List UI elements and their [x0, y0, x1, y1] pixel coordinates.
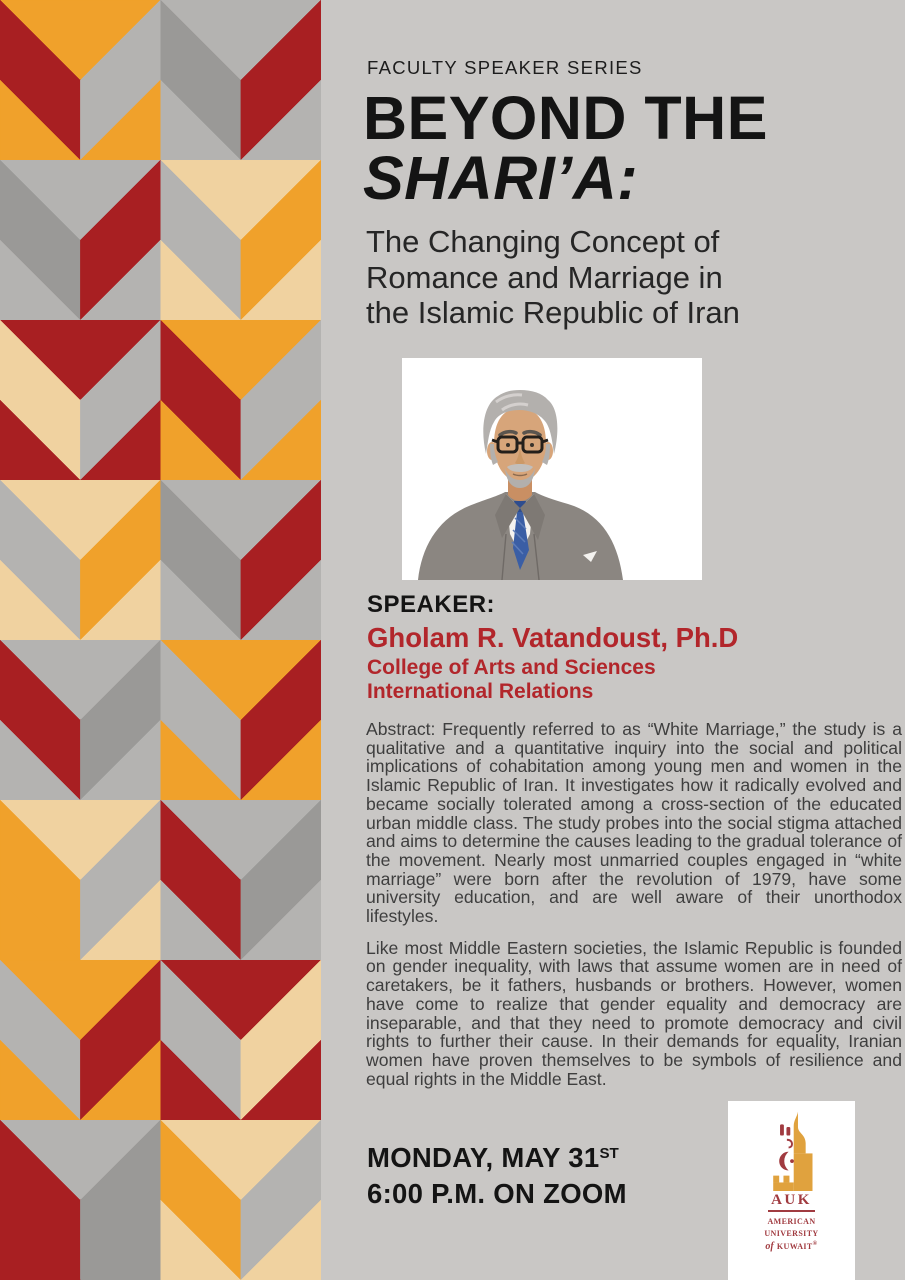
title-line-2: SHARI’A: — [363, 144, 639, 212]
abstract-paragraph-1: Abstract: Frequently referred to as “White Marriage,” the study is a qualitative and a quantitative inquiry into the social and political implications of cohabitation among young men and women in the Islamic Republic of Iran. It investigates how it radically evolved and became socially tolerated among a cross-section of the educated urban middle class. The study probes into the social stigma attached and aims to determine the causes leading to the gradual tolerance of the movement. Nearly most unmarried couples engaged in “white marriage” were born after the revolution of 1979, have some university education, and are well aware of their unorthodox lifestyles. — [366, 719, 902, 927]
event-date: MONDAY, MAY 31ST — [367, 1142, 619, 1173]
abstract-section — [366, 720, 902, 1088]
title-line-1: BEYOND THE — [363, 84, 768, 152]
date-ordinal: ST — [599, 1145, 619, 1162]
abstract-paragraph-2: Like most Middle Eastern societies, the Islamic Republic is founded on gender inequality, with laws that assume women are in need of caretakers, be it fathers, husbands or brothers. However, women have come to realize that gender equality and democracy are inseparable, and that they need to promote democracy and civil rights to further their cause. In their demands for equality, Iranian women have proven themselves to be symbols of resilience and equal rights in the Middle East. — [366, 937, 902, 1089]
subtitle-line-1: The Changing Concept of — [366, 224, 720, 259]
auk-wordmark-line-1: american — [767, 1215, 816, 1227]
event-time: 6:00 P.M. ON ZOOM — [367, 1177, 627, 1209]
speaker-college: College of Arts and Sciences — [367, 656, 656, 679]
page-title — [363, 84, 768, 212]
series-kicker: FACULTY SPEAKER SERIES — [367, 57, 643, 78]
speaker-photo — [402, 358, 702, 580]
speaker-label: SPEAKER: — [367, 591, 496, 618]
auk-minaret-icon — [749, 1109, 835, 1191]
subtitle-line-2: Romance and Marriage in — [366, 259, 723, 295]
subtitle-line-3: the Islamic Republic of Iran — [366, 295, 740, 330]
auk-wordmark — [728, 1216, 855, 1253]
event-datetime — [367, 1136, 627, 1211]
auk-acronym: AUK — [768, 1193, 815, 1212]
speaker-name: Gholam R. Vatandoust, Ph.D — [367, 622, 739, 653]
speaker-department: International Relations — [367, 680, 594, 703]
subtitle — [366, 224, 740, 331]
speaker-portrait-photo — [402, 358, 702, 580]
auk-wordmark-line-2: university — [764, 1226, 819, 1239]
auk-wordmark-line-3: of kuwait® — [765, 1240, 818, 1252]
chevron-pattern — [0, 0, 321, 1280]
auk-logo — [728, 1101, 855, 1280]
